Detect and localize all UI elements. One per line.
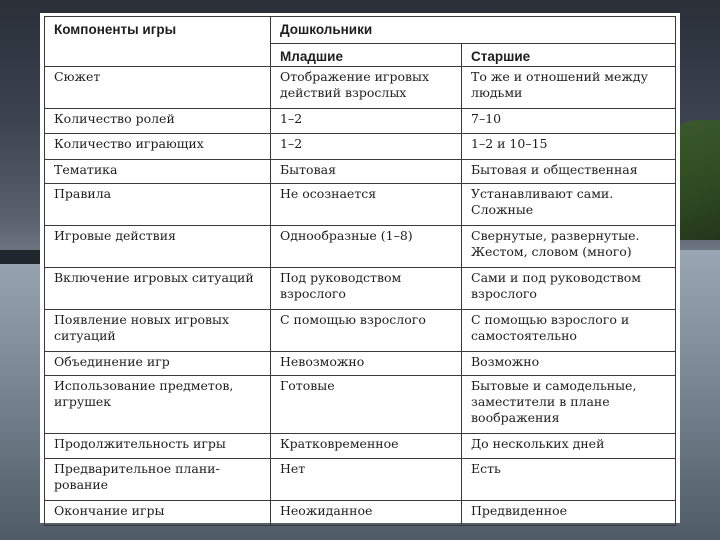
row-senior: 1–2 и 10–15 (462, 134, 676, 160)
row-senior: Устанавливают сами. Сложные (462, 184, 676, 226)
row-senior: До нескольких дней (462, 434, 676, 459)
row-junior: Кратковременное (271, 434, 462, 459)
row-component: Продолжительность игры (45, 434, 271, 459)
table-row (45, 459, 676, 501)
header-junior: Младшие (271, 44, 462, 67)
row-senior: То же и отношений между людьми (462, 67, 676, 109)
row-component: Игровые действия (45, 226, 271, 268)
row-component: Предварительное плани-рование (45, 459, 271, 501)
row-component: Тематика (45, 160, 271, 184)
row-junior: Готовые (271, 376, 462, 434)
row-junior: Под руководством взрослого (271, 268, 462, 310)
row-senior: Бытовая и общественная (462, 160, 676, 184)
row-senior: 7–10 (462, 109, 676, 134)
table-row (45, 226, 676, 268)
row-junior: Однообразные (1–8) (271, 226, 462, 268)
row-component: Сюжет (45, 67, 271, 109)
table-row (45, 352, 676, 376)
row-junior: 1–2 (271, 134, 462, 160)
slide-sheet (40, 13, 680, 523)
table-row (45, 67, 676, 109)
table-row (45, 501, 676, 526)
table-row (45, 184, 676, 226)
header-preschoolers: Дошкольники (271, 17, 676, 44)
row-junior: 1–2 (271, 109, 462, 134)
header-senior: Старшие (462, 44, 676, 67)
row-junior: Отображение игровых действий взрослых (271, 67, 462, 109)
row-component: Включение игровых ситуаций (45, 268, 271, 310)
row-component: Появление новых игровых ситуаций (45, 310, 271, 352)
table-row (45, 310, 676, 352)
row-component: Использование предметов, игрушек (45, 376, 271, 434)
table-row (45, 434, 676, 459)
table-row (45, 134, 676, 160)
row-senior: Есть (462, 459, 676, 501)
row-senior: Сами и под руководством взрослого (462, 268, 676, 310)
row-junior: Бытовая (271, 160, 462, 184)
row-senior: Возможно (462, 352, 676, 376)
row-senior: С помощью взрослого и самостоятельно (462, 310, 676, 352)
table-header-row (45, 17, 676, 44)
row-junior: Неожиданное (271, 501, 462, 526)
row-component: Правила (45, 184, 271, 226)
row-senior: Свернутые, развернутые. Жестом, словом (много) (462, 226, 676, 268)
row-junior: Невозможно (271, 352, 462, 376)
row-junior: С помощью взрослого (271, 310, 462, 352)
game-components-table (44, 16, 676, 526)
row-senior: Бытовые и самодельные, заместители в плане воображения (462, 376, 676, 434)
row-senior: Предвиденное (462, 501, 676, 526)
row-component: Количество играющих (45, 134, 271, 160)
row-component: Объединение игр (45, 352, 271, 376)
table-row (45, 109, 676, 134)
row-junior: Не осознается (271, 184, 462, 226)
row-component: Количество ролей (45, 109, 271, 134)
table-row (45, 376, 676, 434)
row-component: Окончание игры (45, 501, 271, 526)
row-junior: Нет (271, 459, 462, 501)
header-components: Компоненты игры (45, 17, 271, 67)
table-row (45, 268, 676, 310)
table-row (45, 160, 676, 184)
